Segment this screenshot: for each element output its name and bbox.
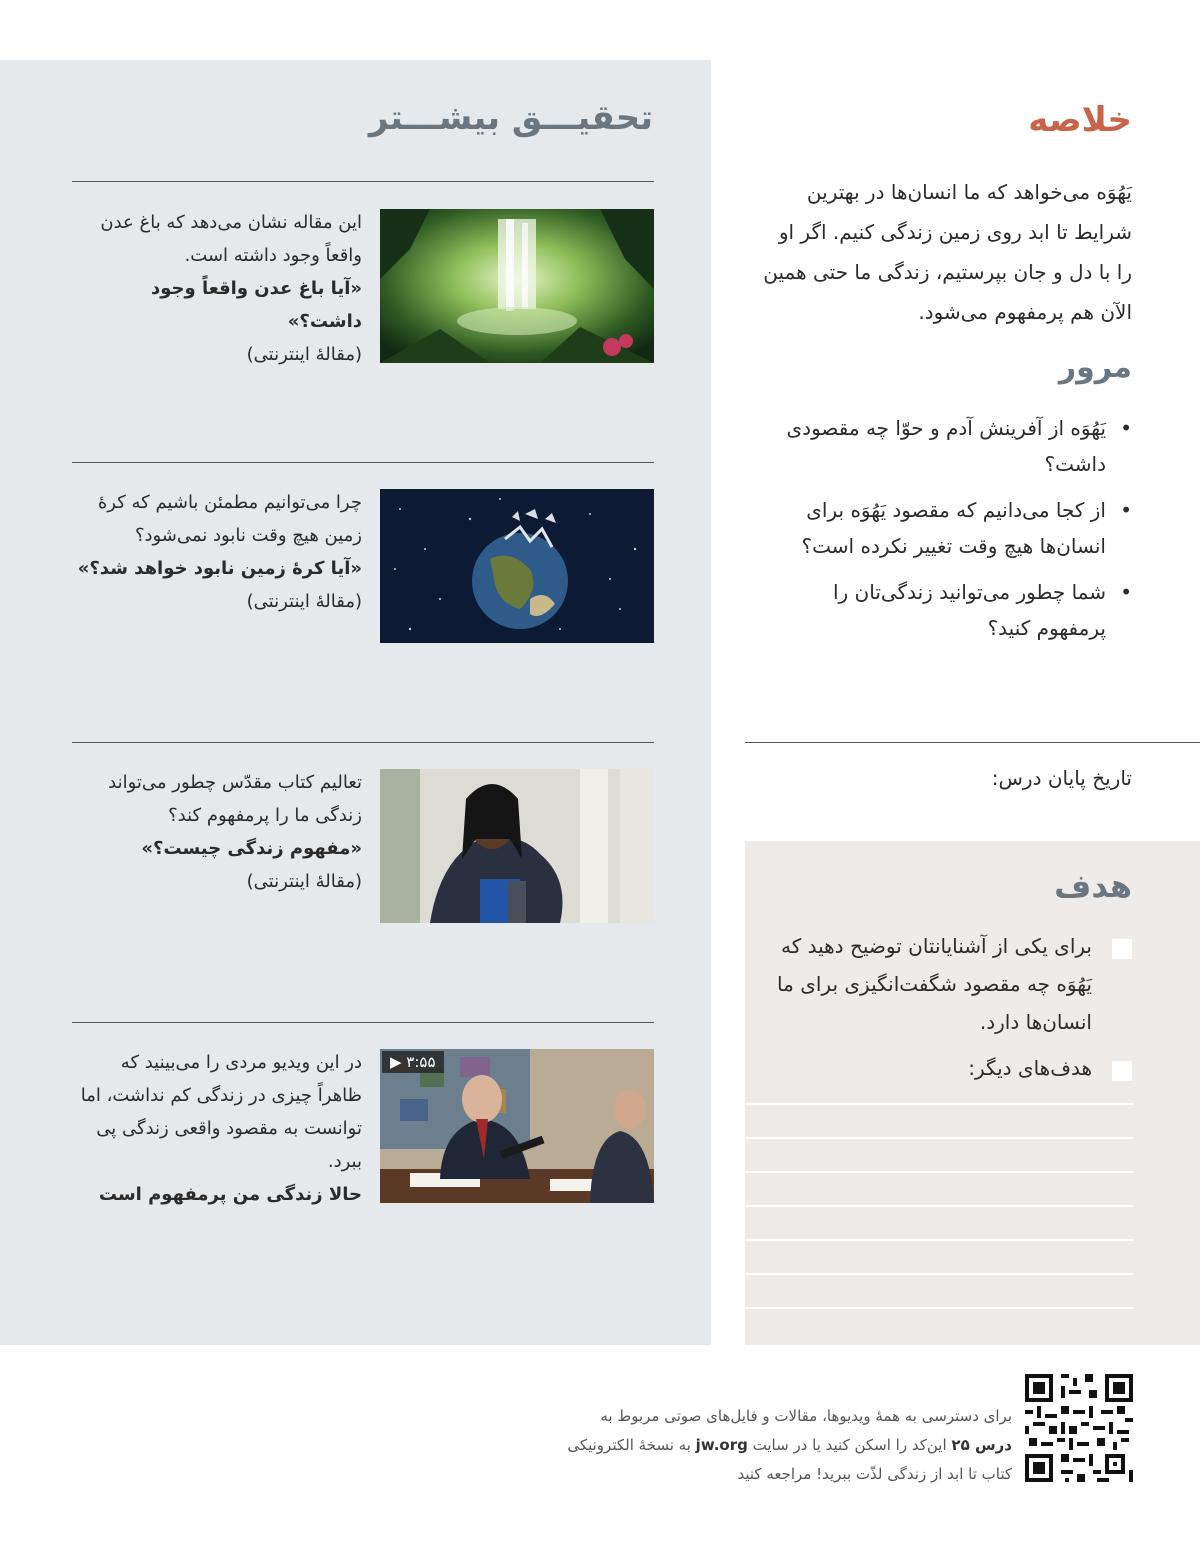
goal-item-text: هدف‌های دیگر: [968, 1056, 1092, 1080]
goal-item [772, 927, 1132, 1041]
divider [72, 181, 654, 182]
review-question: • یَهُوَه از آفرینش آدم و حوّا چه مقصودی داشت؟ [762, 410, 1132, 482]
eden-garden-image[interactable] [380, 209, 654, 363]
divider [745, 742, 1200, 743]
research-item-3-text [72, 766, 362, 898]
research-item-2-text [72, 486, 362, 618]
summary-text: یَهُوَه می‌خواهد که ما انسان‌ها در بهترین شرایط تا ابد روی زمین زندگی کنیم. اگر او را با دل و جان بپرستیم، زندگی ما حتی همین الآن هم پرمفهوم می‌شود. [763, 180, 1132, 324]
further-research-panel [0, 60, 711, 1345]
writing-line [745, 1273, 1133, 1275]
review-question: • از کجا می‌دانیم که مقصود یَهُوَه برای انسان‌ها هیچ وقت تغییر نکرده است؟ [762, 492, 1132, 564]
research-item-link[interactable]: «آیا باغ عدن واقعاً وجود داشت؟» [151, 278, 362, 332]
research-item-1-text [72, 206, 362, 371]
research-item-type: (مقالهٔ اینترنتی) [246, 871, 362, 892]
video-thumbnail[interactable] [380, 1049, 654, 1203]
earth-breaking-image[interactable] [380, 489, 654, 643]
site-link[interactable]: jw.org [695, 1436, 748, 1454]
divider [72, 462, 654, 463]
goal-box [745, 841, 1200, 1345]
writing-line [745, 1137, 1133, 1139]
review-questions [762, 410, 1132, 656]
research-item-description: در این ویدیو مردی را می‌بینید که ظاهراً چیزی در زندگی کم نداشت، اما توانست به مقصود واقعی زندگی پی ببرد. [80, 1052, 362, 1172]
research-item-description: این مقاله نشان می‌دهد که باغ عدن واقعاً وجود داشته است. [100, 212, 362, 266]
video-duration-badge: ▶ ۳:۵۵ [382, 1051, 444, 1073]
goal-checkbox[interactable] [1112, 939, 1132, 959]
qr-code-icon[interactable] [1025, 1374, 1133, 1482]
bullet-icon: • [1120, 580, 1132, 604]
divider [72, 1022, 654, 1023]
writing-line [745, 1239, 1133, 1241]
divider [72, 742, 654, 743]
summary-title: خلاصه [1028, 100, 1132, 140]
footer-line: کتاب تا ابد از زندگی لذّت ببرید! مراجعه کنید [737, 1465, 1012, 1483]
research-title: تحقیـــق بیشـــتر [368, 98, 653, 138]
research-item-link[interactable]: «مفهوم زندگی چیست؟» [141, 838, 362, 859]
research-item-description: چرا می‌توانیم مطمئن باشیم که کرهٔ زمین هیچ وقت نابود نمی‌شود؟ [97, 492, 362, 546]
footer-line: برای دسترسی به همهٔ ویدیوها، مقالات و فایل‌های صوتی مربوط به [600, 1407, 1012, 1425]
bullet-icon: • [1120, 416, 1132, 440]
goal-item [772, 1049, 1132, 1087]
goal-checkbox[interactable] [1112, 1061, 1132, 1081]
research-item-type: (مقالهٔ اینترنتی) [246, 344, 362, 365]
research-item-link[interactable]: حالا زندگی من پرمفهوم است [98, 1184, 362, 1205]
writing-line [745, 1171, 1133, 1173]
footer-line: درس ۲۵ این‌کد را اسکن کنید یا در سایت jw.org به نسخهٔ الکترونیکی [567, 1436, 1012, 1454]
research-item-description: تعالیم کتاب مقدّس چطور می‌تواند زندگی ما را پرمفهوم کند؟ [108, 772, 362, 826]
review-question: • شما چطور می‌توانید زندگی‌تان را پرمفهوم کنید؟ [762, 574, 1132, 646]
research-item-type: (مقالهٔ اینترنتی) [246, 591, 362, 612]
finish-date-label: تاریخ پایان درس: [991, 766, 1132, 790]
goal-title: هدف [1054, 867, 1132, 905]
goal-item-text: برای یکی از آشنایانتان توضیح دهید که یَهُوَه چه مقصود شگفت‌انگیزی برای ما انسان‌ها دارد. [777, 934, 1092, 1034]
review-title: مرور [1058, 350, 1132, 385]
writing-line [745, 1205, 1133, 1207]
bullet-icon: • [1120, 498, 1132, 522]
lesson-number: درس ۲۵ [951, 1436, 1012, 1454]
footer-note [472, 1402, 1012, 1489]
right-column [745, 60, 1200, 1345]
research-item-4-text [72, 1046, 362, 1211]
writing-line [745, 1307, 1133, 1309]
research-item-link[interactable]: «آیا کرهٔ زمین نابود خواهد شد؟» [77, 558, 362, 579]
woman-holding-book-image[interactable] [380, 769, 654, 923]
writing-line [745, 1103, 1133, 1105]
